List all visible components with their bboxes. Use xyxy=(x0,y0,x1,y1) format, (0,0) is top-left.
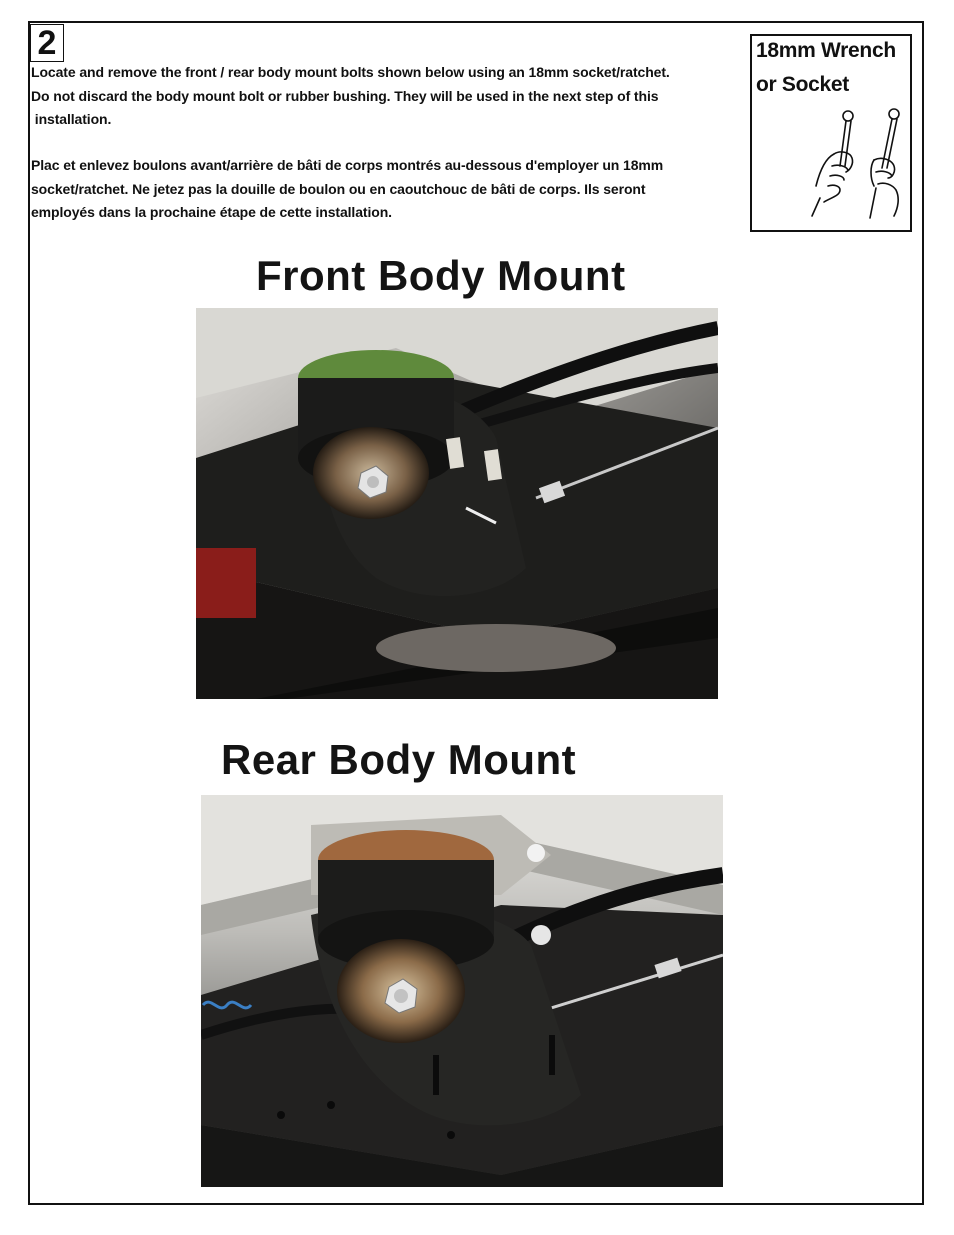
front-body-mount-photo xyxy=(196,308,718,699)
instruction-fr-line-1: Plac et enlevez boulons avant/arrière de bâti de corps montrés au-dessous d'employer un 18mm xyxy=(31,157,664,173)
rear-body-mount-title: Rear Body Mount xyxy=(221,736,577,783)
front-body-mount-title: Front Body Mount xyxy=(256,252,626,299)
instructions-french xyxy=(31,154,746,225)
rear-body-mount-photo xyxy=(201,795,723,1187)
instruction-en-line-2: Do not discard the body mount bolt or rubber bushing. They will be used in the next step of this xyxy=(31,87,659,104)
tool-label-line-2: or Socket xyxy=(756,73,849,96)
hands-wrench-icon xyxy=(810,106,906,224)
instruction-en-line-3: installation. xyxy=(31,111,112,127)
step-number: 2 xyxy=(30,24,64,62)
tool-label-line-1: 18mm Wrench xyxy=(756,39,896,62)
instructions-english xyxy=(31,61,746,132)
instruction-fr-line-2: socket/ratchet. Ne jetez pas la douille de boulon ou en caoutchouc de bâti de corps. Ils seront xyxy=(31,180,646,197)
instruction-en-line-1: Locate and remove the front / rear body mount bolts shown below using an 18mm socket/ratchet. xyxy=(31,64,670,80)
instruction-fr-line-3: employés dans la prochaine étape de cette installation. xyxy=(31,204,392,220)
tool-callout xyxy=(750,34,912,232)
